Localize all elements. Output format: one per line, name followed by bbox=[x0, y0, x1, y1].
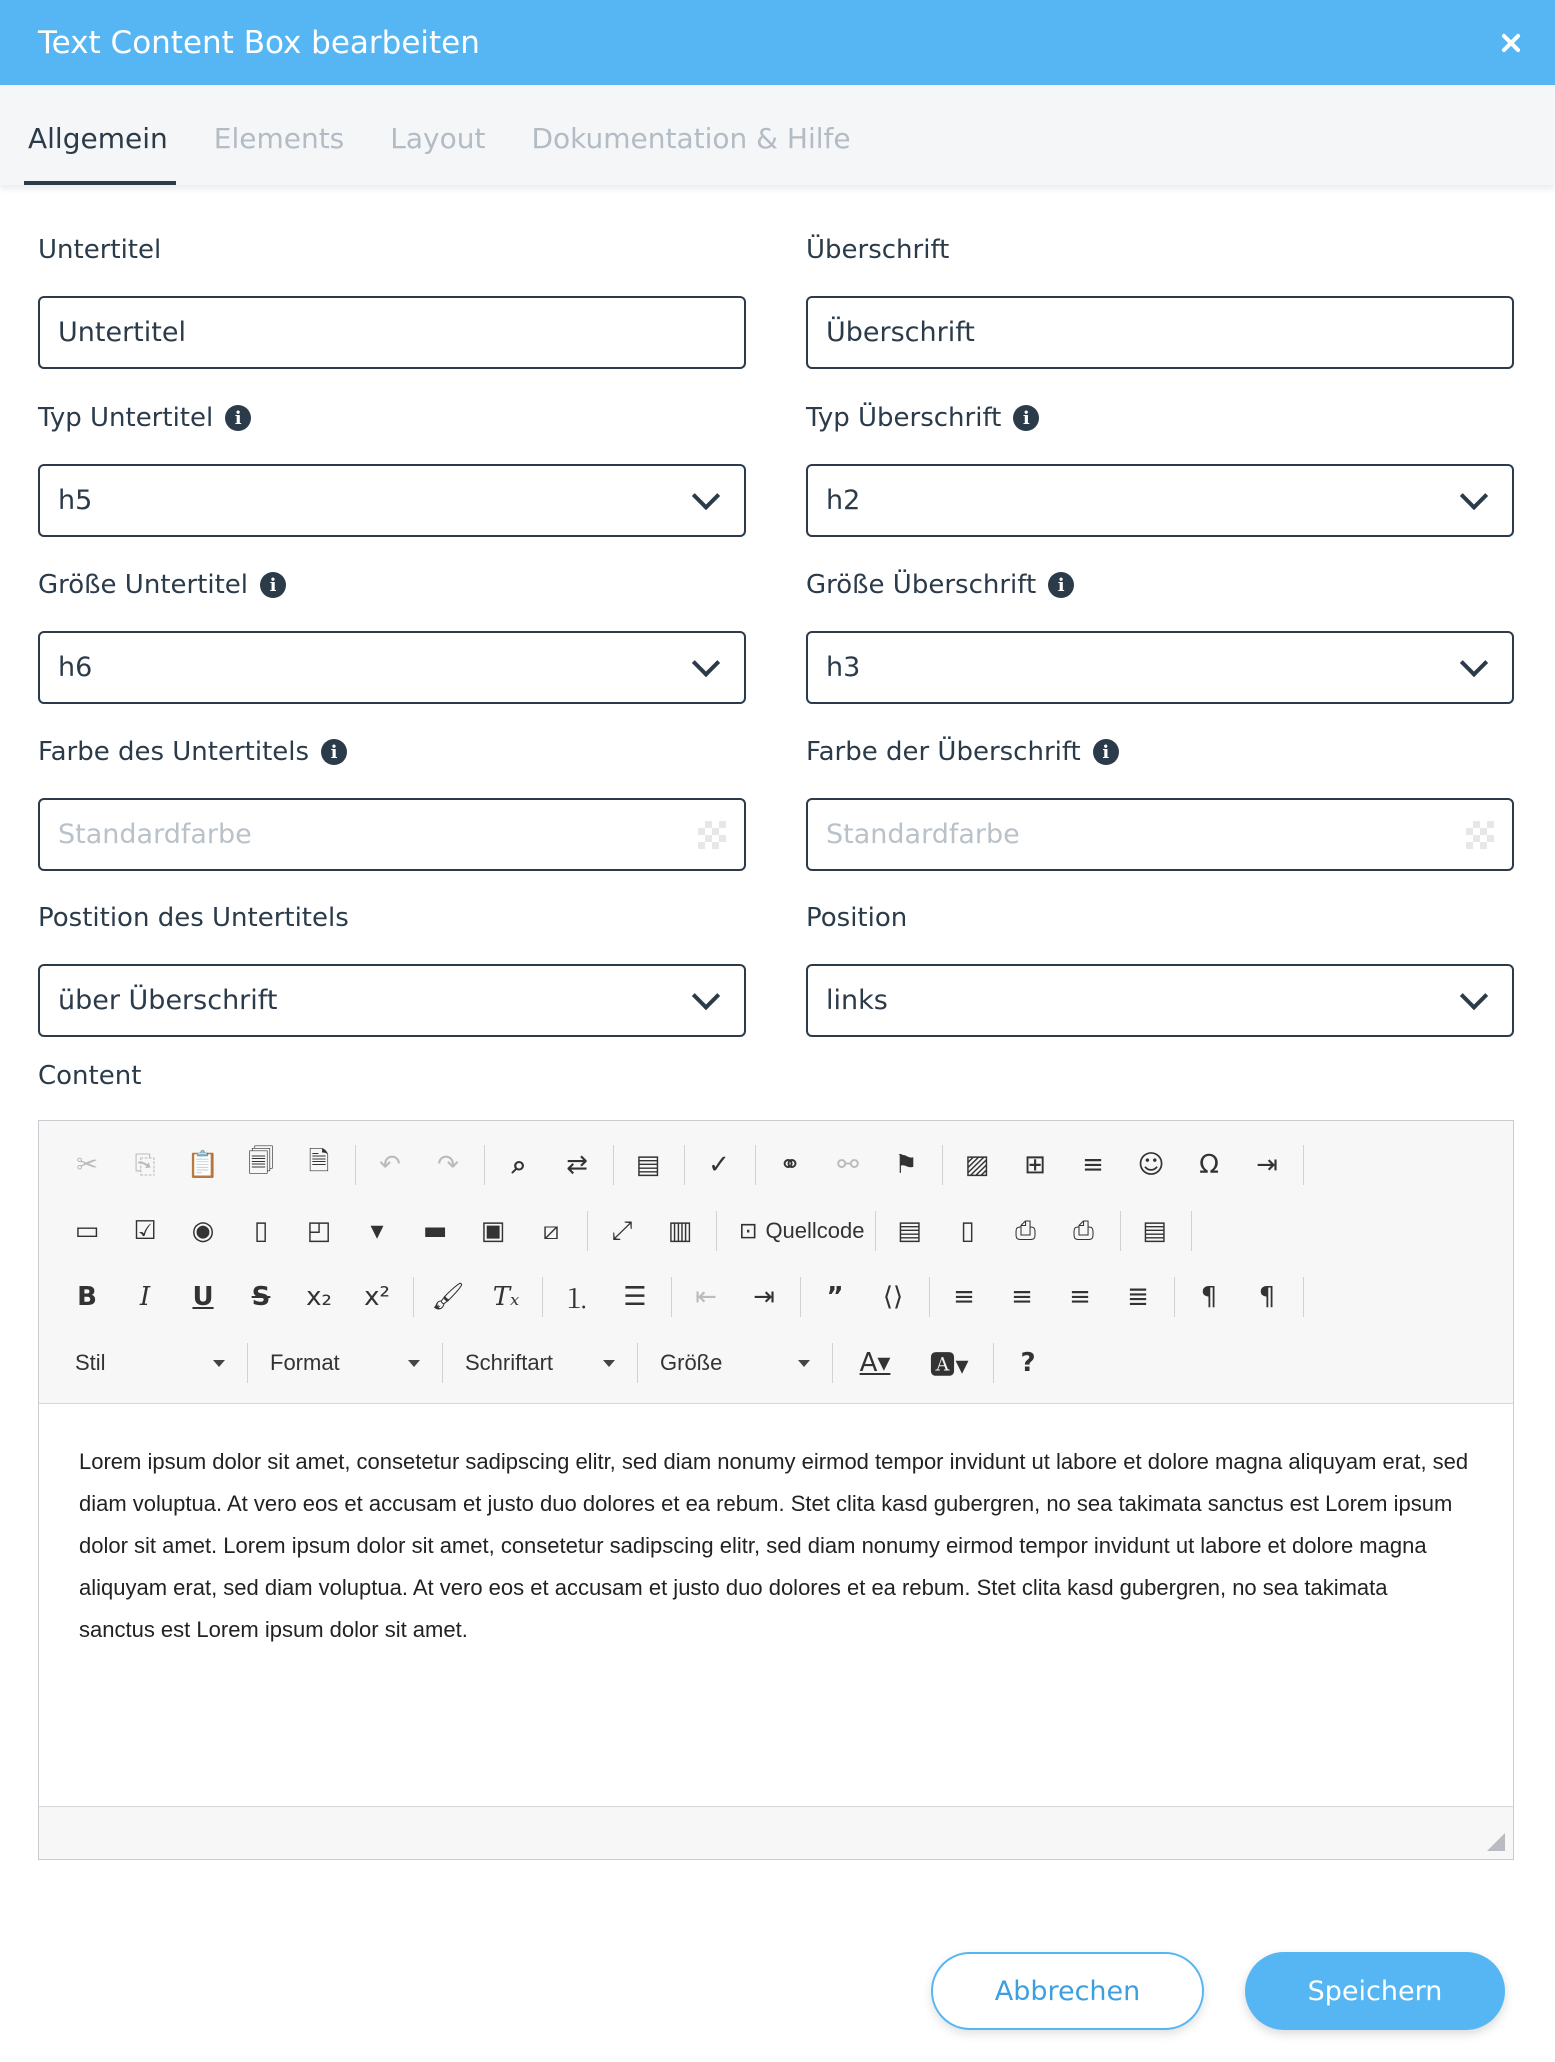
size-combo-label: Größe bbox=[660, 1350, 723, 1375]
content-label: Content bbox=[38, 1061, 142, 1091]
chevron-down-icon bbox=[1460, 648, 1488, 676]
bulleted-list-icon[interactable]: ☰ bbox=[623, 1282, 647, 1312]
format-combo-label: Format bbox=[270, 1350, 340, 1375]
editor-toolbar bbox=[39, 1121, 1513, 1404]
field-farbe-untertitel bbox=[38, 732, 746, 871]
info-icon[interactable]: i bbox=[1093, 739, 1119, 765]
separator bbox=[613, 1145, 614, 1185]
separator bbox=[1303, 1277, 1304, 1317]
toolbar-row bbox=[65, 1143, 1316, 1187]
separator bbox=[637, 1343, 638, 1383]
rtl-icon[interactable]: ¶ bbox=[1258, 1282, 1276, 1312]
print-icon[interactable]: ⎙ bbox=[1073, 1215, 1094, 1246]
label-text: Farbe des Untertitels bbox=[38, 737, 310, 767]
textarea-icon[interactable]: ◰ bbox=[306, 1216, 332, 1246]
groesse-ueberschrift-value: h3 bbox=[826, 652, 861, 683]
untertitel-input[interactable] bbox=[38, 296, 746, 369]
label-typ-ueberschrift bbox=[806, 398, 1514, 438]
font-combo-label: Schriftart bbox=[465, 1350, 554, 1375]
field-groesse-ueberschrift bbox=[806, 565, 1514, 704]
ueberschrift-value: Überschrift bbox=[826, 317, 975, 348]
chevron-down-icon bbox=[408, 1360, 420, 1367]
font-combo[interactable] bbox=[455, 1341, 625, 1385]
image-icon[interactable]: ▨ bbox=[964, 1150, 990, 1180]
label-position: Position bbox=[806, 903, 908, 933]
typ-ueberschrift-select[interactable] bbox=[806, 464, 1514, 537]
info-icon[interactable]: i bbox=[1048, 572, 1074, 598]
source-label: Quellcode bbox=[765, 1218, 865, 1243]
show-blocks-icon[interactable]: ▥ bbox=[667, 1216, 693, 1246]
align-center-icon[interactable]: ≡ bbox=[1011, 1282, 1033, 1312]
label-untertitel: Untertitel bbox=[38, 235, 162, 265]
position-untertitel-select[interactable] bbox=[38, 964, 746, 1037]
label-typ-untertitel bbox=[38, 398, 746, 438]
separator bbox=[993, 1343, 994, 1383]
outdent-icon[interactable]: ⇤ bbox=[695, 1282, 717, 1312]
typ-ueberschrift-value: h2 bbox=[826, 485, 861, 516]
field-typ-untertitel bbox=[38, 398, 746, 537]
save-button[interactable]: Speichern bbox=[1245, 1952, 1505, 2030]
background-color-icon[interactable]: 🅰▾ bbox=[929, 1350, 969, 1381]
ueberschrift-input[interactable] bbox=[806, 296, 1514, 369]
farbe-untertitel-input[interactable] bbox=[38, 798, 746, 871]
format-combo[interactable] bbox=[260, 1341, 430, 1385]
untertitel-value: Untertitel bbox=[58, 317, 186, 348]
chevron-down-icon bbox=[1460, 981, 1488, 1009]
separator bbox=[413, 1277, 414, 1317]
source-icon: ⊡ bbox=[739, 1218, 758, 1243]
separator bbox=[484, 1145, 485, 1185]
typ-untertitel-value: h5 bbox=[58, 485, 93, 516]
separator bbox=[587, 1211, 588, 1251]
dialog-header bbox=[0, 0, 1555, 85]
paste-text-icon[interactable]: 🗐 bbox=[248, 1147, 274, 1177]
image-button-icon[interactable]: ▣ bbox=[480, 1216, 506, 1246]
form-icon[interactable]: ▭ bbox=[74, 1216, 100, 1246]
copy-icon[interactable]: ⎘ bbox=[134, 1149, 156, 1180]
close-icon[interactable] bbox=[1491, 23, 1531, 63]
select-field-icon[interactable]: ▾ bbox=[370, 1216, 384, 1246]
textfield-icon[interactable]: ▯ bbox=[253, 1216, 269, 1246]
button-element-icon[interactable]: ▬ bbox=[422, 1216, 448, 1246]
chevron-down-icon bbox=[692, 481, 720, 509]
anchor-flag-icon[interactable]: ⚑ bbox=[894, 1150, 918, 1180]
field-groesse-untertitel bbox=[38, 565, 746, 704]
link-icon[interactable]: ⚭ bbox=[779, 1150, 801, 1180]
label-text: Größe Untertitel bbox=[38, 570, 249, 600]
position-untertitel-value: über Überschrift bbox=[58, 985, 278, 1016]
groesse-untertitel-value: h6 bbox=[58, 652, 93, 683]
separator bbox=[942, 1145, 943, 1185]
copy-format-icon[interactable]: 🖌 bbox=[431, 1282, 465, 1312]
chevron-down-icon bbox=[798, 1360, 810, 1367]
subscript-icon[interactable]: x₂ bbox=[306, 1282, 332, 1312]
chevron-down-icon bbox=[692, 648, 720, 676]
help-icon[interactable]: ? bbox=[1020, 1348, 1036, 1378]
align-right-icon[interactable]: ≡ bbox=[1069, 1282, 1091, 1312]
maximize-icon[interactable]: ⤢ bbox=[611, 1215, 633, 1246]
tab-allgemein[interactable]: Allgemein bbox=[24, 122, 172, 185]
farbe-untertitel-placeholder: Standardfarbe bbox=[58, 819, 252, 850]
color-swatch-icon[interactable] bbox=[1466, 821, 1494, 849]
cancel-button[interactable]: Abbrechen bbox=[931, 1952, 1204, 2030]
special-char-icon[interactable]: Ω bbox=[1199, 1150, 1219, 1180]
horizontal-line-icon[interactable]: ≡ bbox=[1082, 1150, 1104, 1180]
dialog-title: Text Content Box bearbeiten bbox=[38, 24, 480, 61]
align-justify-icon[interactable]: ≣ bbox=[1127, 1282, 1149, 1312]
tab-elements[interactable]: Elements bbox=[213, 122, 345, 155]
blockquote-icon[interactable]: ” bbox=[826, 1282, 844, 1312]
typ-untertitel-select[interactable] bbox=[38, 464, 746, 537]
separator bbox=[716, 1211, 717, 1251]
hidden-field-icon[interactable]: ⧄ bbox=[542, 1215, 560, 1246]
separator bbox=[542, 1277, 543, 1317]
separator bbox=[800, 1277, 801, 1317]
label-farbe-untertitel bbox=[38, 732, 746, 772]
chevron-down-icon bbox=[1460, 481, 1488, 509]
info-icon[interactable]: i bbox=[1013, 405, 1039, 431]
farbe-ueberschrift-placeholder: Standardfarbe bbox=[826, 819, 1020, 850]
position-value: links bbox=[826, 985, 888, 1016]
bold-icon[interactable]: B bbox=[77, 1282, 97, 1312]
groesse-untertitel-select[interactable] bbox=[38, 631, 746, 704]
separator bbox=[1303, 1145, 1304, 1185]
separator bbox=[875, 1211, 876, 1251]
superscript-icon[interactable]: x² bbox=[364, 1282, 390, 1312]
label-position-untertitel: Postition des Untertitels bbox=[38, 903, 349, 933]
info-icon[interactable]: i bbox=[225, 405, 251, 431]
field-position bbox=[806, 898, 1514, 1037]
separator bbox=[1191, 1211, 1192, 1251]
underline-icon[interactable]: U bbox=[192, 1282, 214, 1312]
italic-icon[interactable]: I bbox=[139, 1282, 151, 1312]
undo-icon[interactable]: ↶ bbox=[379, 1150, 401, 1180]
tab-layout[interactable]: Layout bbox=[390, 122, 486, 155]
new-page-icon[interactable]: ▯ bbox=[960, 1216, 975, 1246]
separator bbox=[247, 1343, 248, 1383]
toolbar-row bbox=[65, 1209, 1204, 1253]
unlink-icon[interactable]: ⚯ bbox=[837, 1150, 859, 1180]
info-icon[interactable]: i bbox=[321, 739, 347, 765]
redo-icon[interactable]: ↷ bbox=[437, 1150, 459, 1180]
strikethrough-icon[interactable]: S bbox=[251, 1282, 271, 1312]
tab-dokumentation[interactable]: Dokumentation & Hilfe bbox=[531, 122, 851, 155]
separator bbox=[671, 1277, 672, 1317]
preview-icon[interactable]: ⎙ bbox=[1015, 1215, 1036, 1246]
label-text: Farbe der Überschrift bbox=[806, 737, 1081, 767]
editor-footer bbox=[39, 1806, 1513, 1859]
paste-icon[interactable]: 📋 bbox=[186, 1150, 220, 1180]
smiley-icon[interactable]: ☺ bbox=[1137, 1150, 1165, 1180]
replace-icon[interactable]: ⇄ bbox=[566, 1150, 588, 1180]
toolbar-row bbox=[65, 1275, 1316, 1319]
field-position-untertitel bbox=[38, 898, 746, 1037]
chevron-down-icon bbox=[213, 1360, 225, 1367]
chevron-down-icon bbox=[603, 1360, 615, 1367]
separator bbox=[1174, 1277, 1175, 1317]
separator bbox=[1120, 1211, 1121, 1251]
table-icon[interactable]: ⊞ bbox=[1024, 1150, 1046, 1180]
label-ueberschrift: Überschrift bbox=[806, 235, 950, 265]
indent-icon[interactable]: ⇥ bbox=[753, 1282, 775, 1312]
label-groesse-untertitel bbox=[38, 565, 746, 605]
separator bbox=[355, 1145, 356, 1185]
field-farbe-ueberschrift bbox=[806, 732, 1514, 871]
separator bbox=[442, 1343, 443, 1383]
separator bbox=[684, 1145, 685, 1185]
source-button[interactable] bbox=[729, 1209, 875, 1253]
chevron-down-icon bbox=[692, 981, 720, 1009]
position-select[interactable] bbox=[806, 964, 1514, 1037]
remove-format-icon[interactable]: Tₓ bbox=[492, 1282, 520, 1312]
separator bbox=[929, 1277, 930, 1317]
ltr-icon[interactable]: ¶ bbox=[1200, 1282, 1218, 1312]
label-text: Größe Überschrift bbox=[806, 570, 1037, 600]
div-container-icon[interactable]: ⟨⟩ bbox=[882, 1282, 904, 1312]
label-farbe-ueberschrift bbox=[806, 732, 1514, 772]
separator bbox=[755, 1145, 756, 1185]
page-break-icon[interactable]: ⇥ bbox=[1256, 1150, 1278, 1180]
spellcheck-icon[interactable]: ✓ bbox=[708, 1150, 730, 1180]
editor-content[interactable]: Lorem ipsum dolor sit amet, consetetur sadipscing elitr, sed diam nonumy eirmod tempor invidunt ut labore et dolore magna aliquyam erat, sed diam voluptua. At vero eos et accusam et justo duo dolores et ea rebum. Stet clita kasd gubergren, no sea takimata sanctus est Lorem ipsum dolor sit amet. Lorem ipsum dolor sit amet, consetetur sadipscing elitr, sed diam nonumy eirmod tempor invidunt ut labore et dolore magna aliquyam erat, sed diam voluptua. At vero eos et accusam et justo duo dolores et ea rebum. Stet clita kasd gubergren, no sea takimata sanctus est Lorem ipsum dolor sit amet. bbox=[79, 1449, 1469, 1642]
field-untertitel bbox=[38, 230, 746, 369]
tab-bar bbox=[0, 85, 1555, 185]
color-swatch-icon[interactable] bbox=[698, 821, 726, 849]
checkbox-icon[interactable]: ☑ bbox=[133, 1216, 157, 1246]
info-icon[interactable]: i bbox=[260, 572, 286, 598]
radio-icon[interactable]: ◉ bbox=[191, 1216, 215, 1246]
select-all-icon[interactable]: ▤ bbox=[635, 1150, 661, 1180]
label-text: Typ Überschrift bbox=[806, 403, 1002, 433]
size-combo[interactable] bbox=[650, 1341, 820, 1385]
style-combo[interactable] bbox=[65, 1341, 235, 1385]
separator bbox=[832, 1343, 833, 1383]
rich-text-editor bbox=[38, 1120, 1514, 1860]
style-combo-label: Stil bbox=[75, 1350, 106, 1375]
text-color-icon[interactable]: A▾ bbox=[859, 1348, 891, 1378]
toolbar-row bbox=[65, 1341, 1064, 1385]
field-ueberschrift bbox=[806, 230, 1514, 369]
align-left-icon[interactable]: ≡ bbox=[953, 1282, 975, 1312]
templates-icon[interactable]: ▤ bbox=[1142, 1216, 1167, 1246]
paste-word-icon[interactable]: 🗎 bbox=[308, 1147, 330, 1177]
find-icon[interactable]: ⌕ bbox=[511, 1149, 527, 1180]
farbe-ueberschrift-input[interactable] bbox=[806, 798, 1514, 871]
numbered-list-icon[interactable]: ⒈ bbox=[563, 1284, 590, 1315]
label-text: Typ Untertitel bbox=[38, 403, 214, 433]
groesse-ueberschrift-select[interactable] bbox=[806, 631, 1514, 704]
save-icon[interactable]: ▤ bbox=[897, 1216, 922, 1246]
field-typ-ueberschrift bbox=[806, 398, 1514, 537]
resize-handle-icon[interactable] bbox=[1487, 1833, 1505, 1851]
label-groesse-ueberschrift bbox=[806, 565, 1514, 605]
cut-icon[interactable]: ✂ bbox=[76, 1150, 98, 1180]
